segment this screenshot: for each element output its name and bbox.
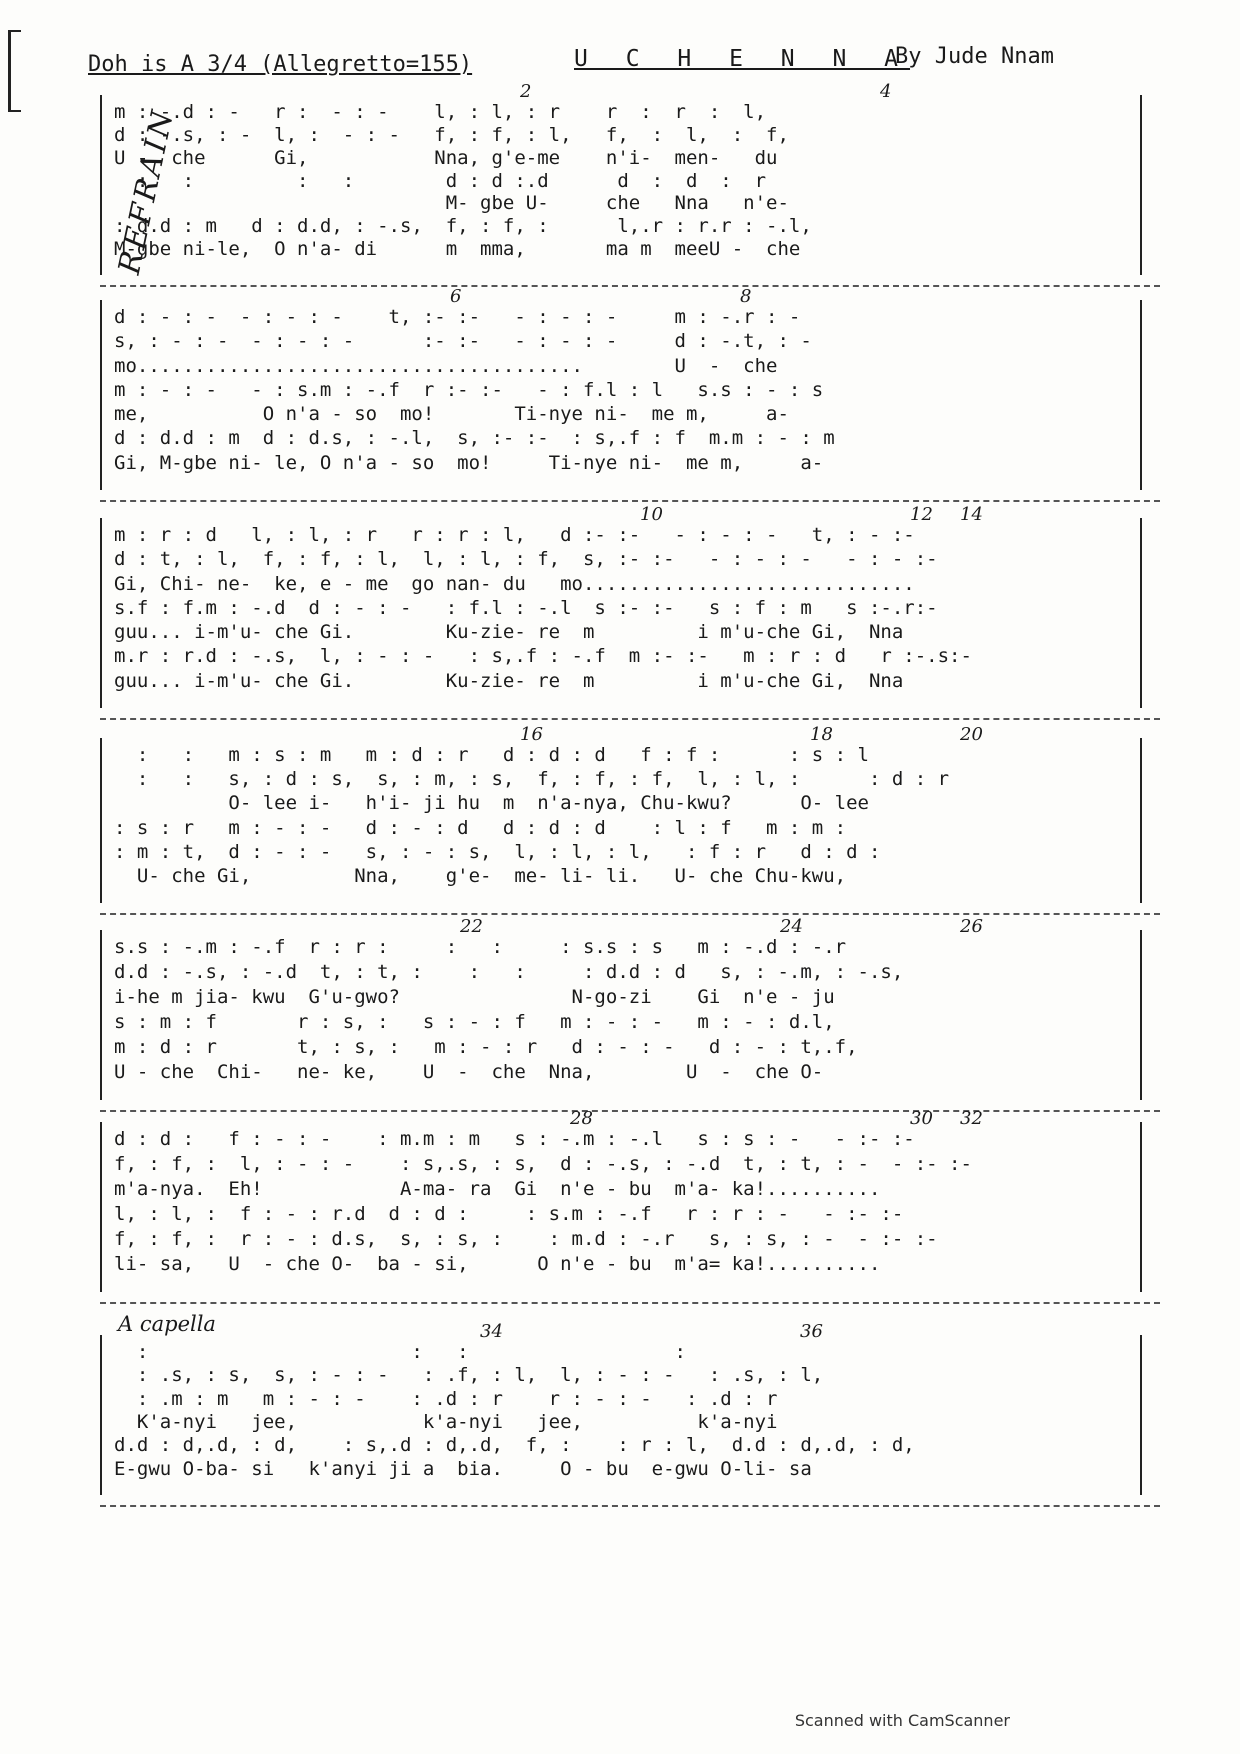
- solfa-line: : : m : s : m m : d : r d : d : d f : f : : s : l: [114, 746, 869, 765]
- solfa-line: M-gbe ni-le, O n'a- di m mma, ma m meeU - che: [114, 240, 801, 260]
- solfa-line: i-he m jia- kwu G'u-gwo? N-go-zi Gi n'e - ju: [114, 988, 835, 1007]
- barline: [100, 95, 102, 275]
- barline: [1140, 95, 1142, 275]
- barline: [1140, 738, 1142, 903]
- barline: [100, 1122, 102, 1292]
- solfa-line: d : - : - - : - : - t, :- :- - : - : - m : -.r : -: [114, 308, 801, 327]
- refrain-label: REFRAIN: [112, 105, 182, 278]
- barline: [100, 738, 102, 903]
- solfa-line: s, : - : - - : - : - :- :- - : - : - d : -.t, : -: [114, 332, 812, 352]
- solfa-line: Gi, M-gbe ni- le, O n'a - so mo! Ti-nye ni- me m, a-: [114, 453, 824, 473]
- system-separator: [100, 500, 1160, 502]
- solfa-line: : : s, : d : s, s, : m, : s, f, : f, : f, l, : l, : : d : r: [114, 770, 950, 790]
- solfa-line: U- che Gi, Nna, g'e- me- li- li. U- che Chu-kwu,: [114, 866, 847, 886]
- score-system: [100, 81, 1160, 285]
- barline: [100, 930, 102, 1100]
- acapella-label: A capella: [118, 1312, 216, 1336]
- solfa-line: m'a-nya. Eh! A-ma- ra Gi n'e - bu m'a- ka!..........: [114, 1180, 881, 1199]
- barline: [1140, 518, 1142, 708]
- bar-number: 18: [810, 724, 833, 745]
- solfa-line: K'a-nyi jee, k'a-nyi jee, k'a-nyi: [114, 1413, 778, 1432]
- solfa-line: s : m : f r : s, : s : - : f m : - : - m : - : d.l,: [114, 1013, 835, 1032]
- bar-number: 20: [960, 724, 983, 745]
- solfa-line: s.s : -.m : -.f r : r : : : : s.s : s m : -.d : -.r: [114, 938, 847, 957]
- solfa-line: Gi, Chi- ne- ke, e - me go nan- du mo.............................: [114, 574, 915, 594]
- system-separator: [100, 1505, 1160, 1507]
- solfa-line: l, : l, : f : - : r.d d : d : : s.m : -.f r : r : - - :- :-: [114, 1205, 904, 1224]
- solfa-line: li- sa, U - che O- ba - si, O n'e - bu m'a= ka!..........: [114, 1255, 881, 1274]
- song-title: U C H E N N A: [574, 46, 911, 72]
- solfa-line: d : t, : l, f, : f, : l, l, : l, : f, s, :- :- - : - : - - : - :-: [114, 550, 938, 570]
- bar-number: 32: [960, 1108, 983, 1129]
- bar-number: 34: [480, 1321, 503, 1342]
- solfa-line: f, : f, : r : - : d.s, s, : s, : : m.d : -.r s, : s, : - - :- :-: [114, 1230, 938, 1249]
- barline: [100, 1335, 102, 1495]
- solfa-line: U - che Chi- ne- ke, U - che Nna, U - che O-: [114, 1063, 824, 1082]
- scanner-watermark: Scanned with CamScanner: [794, 1711, 1010, 1730]
- solfa-line: m : -.d : - r : - : - l, : l, : r r : r : l,: [114, 103, 767, 122]
- solfa-line: m : r : d l, : l, : r r : r : l, d :- :- - : - : - t, : - :-: [114, 526, 915, 545]
- system-separator: [100, 1302, 1160, 1304]
- system-separator: [100, 1110, 1160, 1112]
- system-separator: [100, 718, 1160, 720]
- solfa-line: d.d : d,.d, : d, : s,.d : d,.d, f, : : r : l, d.d : d,.d, : d,: [114, 1436, 915, 1456]
- solfa-line: d : d.d : m d : d.s, : -.l, s, :- :- : s,.f : f m.m : - : m: [114, 429, 835, 449]
- score-system: [100, 1108, 1160, 1302]
- solfa-line: O- lee i- h'i- ji hu m n'a-nya, Chu-kwu? O- lee: [114, 794, 869, 814]
- solfa-line: mo....................................... U - che: [114, 356, 778, 376]
- solfa-line: : .s, : s, s, : - : - : .f, : l, l, : - : - : .s, : l,: [114, 1366, 824, 1386]
- bar-number: 16: [520, 724, 543, 745]
- solfa-line: U - che Gi, Nna, g'e-me n'i- men- du: [114, 148, 778, 168]
- bar-number: 36: [800, 1321, 823, 1342]
- bar-number: 4: [880, 81, 892, 102]
- solfa-line: f, : f, : l, : - : - : s,.s, : s, d : -.s, : -.d t, : t, : - - :- :-: [114, 1155, 972, 1174]
- bar-number: 2: [520, 81, 532, 102]
- solfa-line: guu... i-m'u- che Gi. Ku-zie- re m i m'u-che Gi, Nna: [114, 671, 904, 691]
- bar-number: 10: [640, 504, 663, 525]
- bar-number: 14: [960, 504, 983, 525]
- barline: [100, 300, 102, 490]
- bar-number: 12: [910, 504, 933, 525]
- key-tempo: Doh is A 3/4 (Allegretto=155): [88, 52, 473, 77]
- solfa-line: s.f : f.m : -.d d : - : - : f.l : -.l s :- :- s : f : m s :-.r:-: [114, 598, 938, 618]
- barline: [100, 518, 102, 708]
- barline: [1140, 1122, 1142, 1292]
- bar-number: 30: [910, 1108, 933, 1129]
- system-separator: [100, 913, 1160, 915]
- bar-number: 26: [960, 916, 983, 937]
- barline: [1140, 1335, 1142, 1495]
- score-system: [100, 286, 1160, 500]
- solfa-line: d : -.s, : - l, : - : - f, : f, : l, f, : l, : f,: [114, 125, 789, 145]
- margin-bracket: [8, 30, 21, 112]
- barline: [1140, 930, 1142, 1100]
- solfa-line: : d.d : m d : d.d, : -.s, f, : f, : l,.r : r.r : -.l,: [114, 217, 812, 237]
- solfa-line: guu... i-m'u- che Gi. Ku-zie- re m i m'u-che Gi, Nna: [114, 623, 904, 643]
- score-system: [100, 504, 1160, 718]
- solfa-line: : : : :: [114, 1343, 686, 1362]
- solfa-line: M- gbe U- che Nna n'e-: [114, 194, 789, 214]
- solfa-line: : : : : d : d :.d d : d : r: [114, 171, 767, 191]
- solfa-line: E-gwu O-ba- si k'anyi ji a bia. O - bu e-gwu O-li- sa: [114, 1459, 812, 1479]
- system-separator: [100, 285, 1160, 287]
- barline: [1140, 300, 1142, 490]
- solfa-line: m : - : - - : s.m : -.f r :- :- - : f.l : l s.s : - : s: [114, 380, 824, 400]
- solfa-line: : m : t, d : - : - s, : - : s, l, : l, : l, : f : r d : d :: [114, 842, 881, 862]
- bar-number: 22: [460, 916, 483, 937]
- solfa-line: : s : r m : - : - d : - : d d : d : d : l : f m : m :: [114, 818, 847, 838]
- score-system: [100, 916, 1160, 1110]
- score-system: [100, 724, 1160, 913]
- solfa-line: : .m : m m : - : - : .d : r r : - : - : .d : r: [114, 1389, 778, 1409]
- bar-number: 8: [740, 286, 752, 307]
- bar-number: 24: [780, 916, 803, 937]
- bar-number: 6: [450, 286, 462, 307]
- solfa-line: d.d : -.s, : -.d t, : t, : : : : d.d : d s, : -.m, : -.s,: [114, 963, 904, 982]
- solfa-line: d : d : f : - : - : m.m : m s : -.m : -.l s : s : - - :- :-: [114, 1130, 915, 1149]
- solfa-line: me, O n'a - so mo! Ti-nye ni- me m, a-: [114, 405, 789, 425]
- solfa-line: m : d : r t, : s, : m : - : r d : - : - d : - : t,.f,: [114, 1038, 858, 1057]
- composer: By Jude Nnam: [895, 44, 1054, 69]
- solfa-line: m.r : r.d : -.s, l, : - : - : s,.f : -.f m :- :- m : r : d r :-.s:-: [114, 647, 972, 667]
- bar-number: 28: [570, 1108, 593, 1129]
